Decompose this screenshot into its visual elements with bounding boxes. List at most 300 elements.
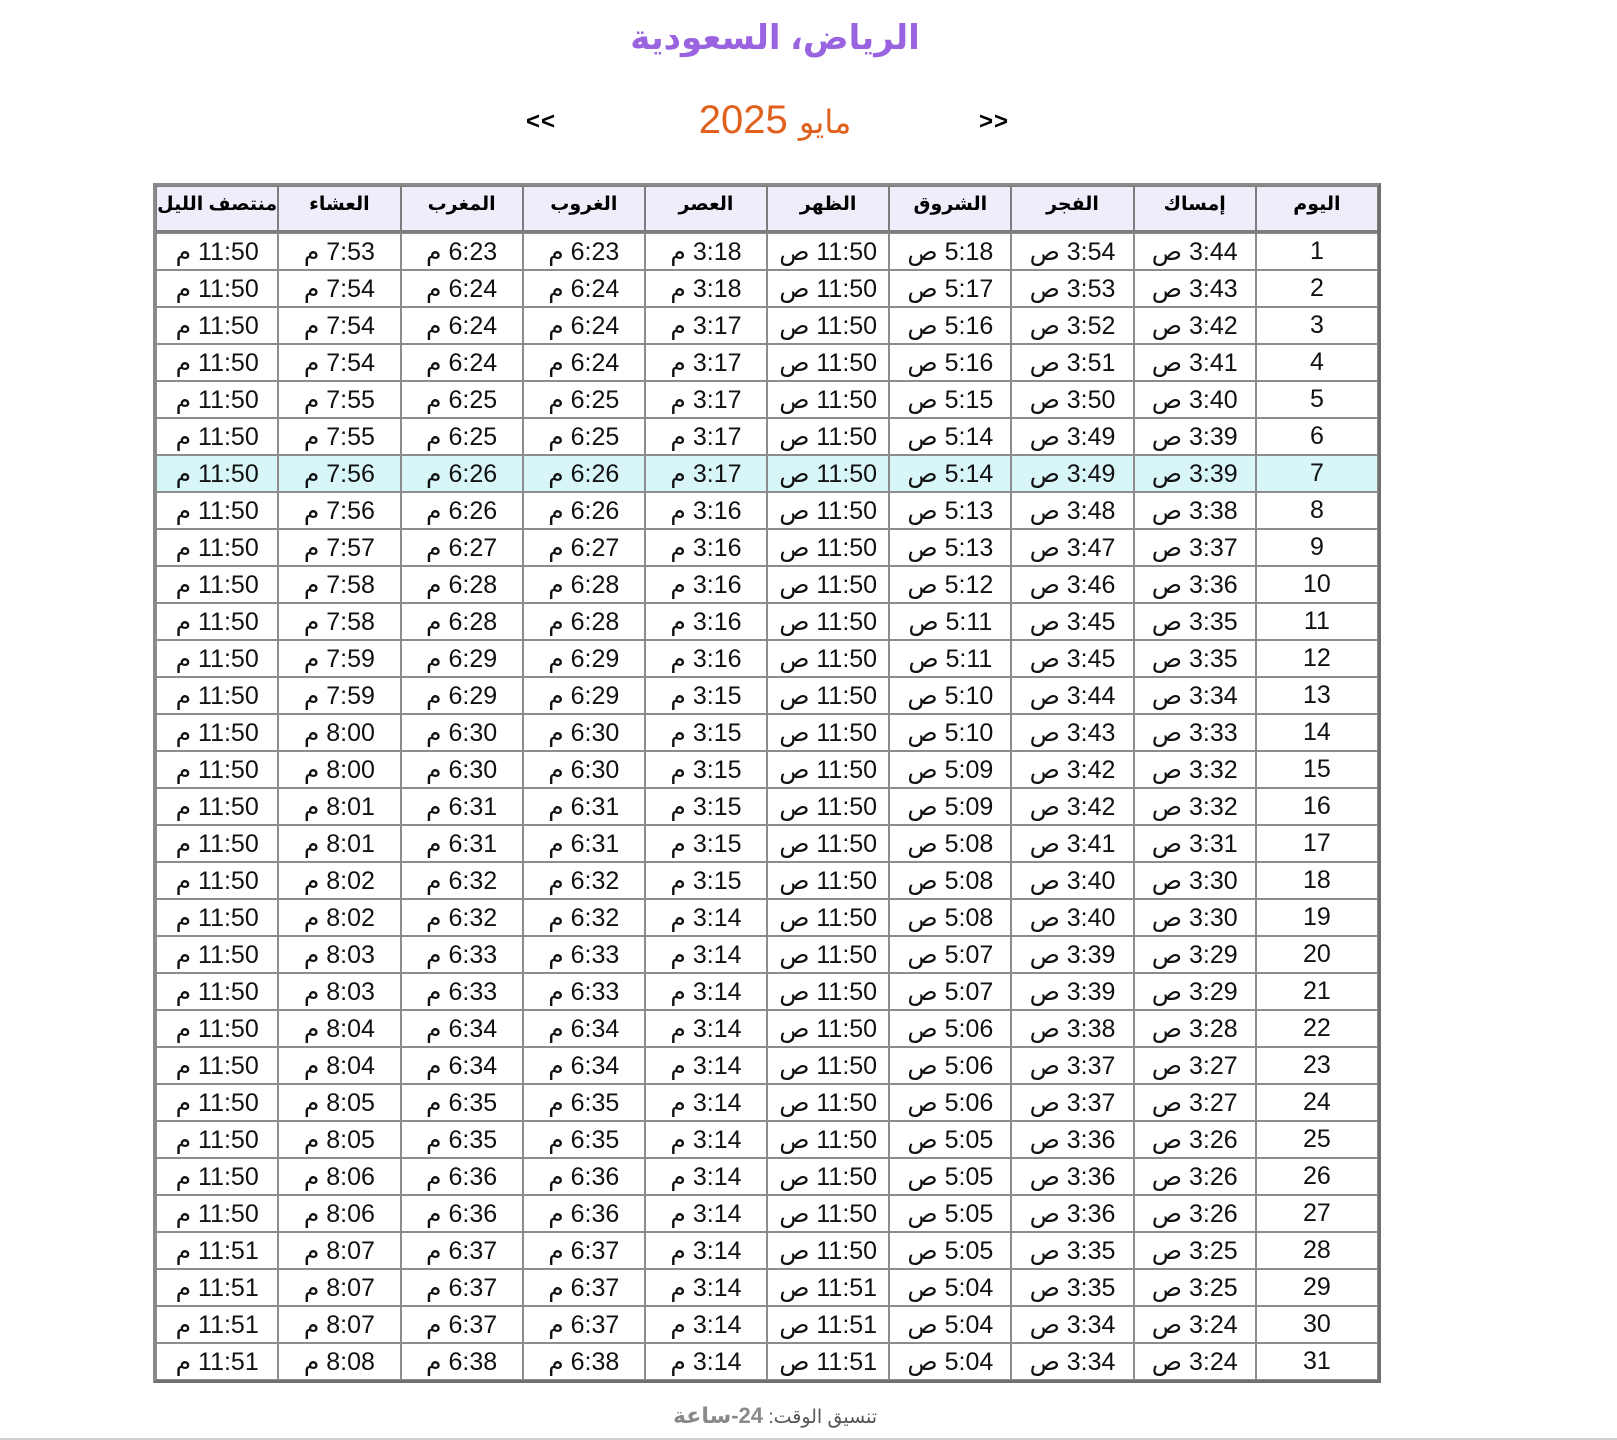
time-cell: 6:29 م (523, 677, 645, 714)
time-cell: 3:36 ص (1011, 1158, 1133, 1195)
time-cell: 3:34 ص (1011, 1306, 1133, 1343)
time-cell: 3:29 ص (1134, 936, 1256, 973)
time-cell: 5:16 ص (889, 344, 1011, 381)
day-cell: 2 (1256, 270, 1378, 307)
time-cell: 8:01 م (278, 825, 400, 862)
time-cell: 7:58 م (278, 566, 400, 603)
column-header: العشاء (278, 186, 400, 233)
table-row (156, 714, 1378, 751)
time-cell: 3:34 ص (1134, 677, 1256, 714)
time-cell: 8:07 م (278, 1232, 400, 1269)
time-cell: 3:47 ص (1011, 529, 1133, 566)
time-cell: 8:03 م (278, 973, 400, 1010)
time-cell: 11:50 م (156, 566, 278, 603)
previous-month-button[interactable]: << (526, 108, 557, 135)
time-cell: 5:05 ص (889, 1158, 1011, 1195)
table-row (156, 788, 1378, 825)
time-cell: 3:18 م (645, 233, 767, 270)
time-cell: 11:50 م (156, 307, 278, 344)
time-cell: 3:14 م (645, 973, 767, 1010)
time-cell: 6:36 م (523, 1158, 645, 1195)
time-cell: 3:14 م (645, 1343, 767, 1380)
time-cell: 3:27 ص (1134, 1084, 1256, 1121)
time-cell: 5:17 ص (889, 270, 1011, 307)
time-cell: 3:45 ص (1011, 640, 1133, 677)
time-cell: 11:51 م (156, 1269, 278, 1306)
time-cell: 11:50 ص (767, 566, 889, 603)
table-row (156, 1084, 1378, 1121)
table-row (156, 270, 1378, 307)
time-cell: 11:50 ص (767, 1232, 889, 1269)
time-cell: 8:05 م (278, 1084, 400, 1121)
time-cell: 6:33 م (523, 936, 645, 973)
time-cell: 11:50 ص (767, 825, 889, 862)
time-cell: 3:14 م (645, 1010, 767, 1047)
time-cell: 8:06 م (278, 1158, 400, 1195)
time-cell: 6:36 م (401, 1195, 523, 1232)
time-cell: 11:50 ص (767, 455, 889, 492)
time-cell: 6:29 م (523, 640, 645, 677)
time-cell: 3:46 ص (1011, 566, 1133, 603)
time-cell: 6:31 م (401, 825, 523, 862)
time-cell: 6:25 م (401, 381, 523, 418)
day-cell: 3 (1256, 307, 1378, 344)
time-cell: 11:50 م (156, 455, 278, 492)
time-format-label: تنسيق الوقت: (768, 1407, 878, 1428)
time-cell: 11:50 ص (767, 640, 889, 677)
time-cell: 3:29 ص (1134, 973, 1256, 1010)
day-cell: 14 (1256, 714, 1378, 751)
next-month-button[interactable]: >> (979, 108, 1010, 135)
time-cell: 3:27 ص (1134, 1047, 1256, 1084)
time-cell: 6:25 م (401, 418, 523, 455)
time-cell: 5:05 ص (889, 1121, 1011, 1158)
day-cell: 23 (1256, 1047, 1378, 1084)
time-cell: 6:31 م (523, 788, 645, 825)
table-row (156, 899, 1378, 936)
time-cell: 3:36 ص (1011, 1121, 1133, 1158)
column-header: اليوم (1256, 186, 1378, 233)
day-cell: 8 (1256, 492, 1378, 529)
time-cell: 6:24 م (523, 270, 645, 307)
time-cell: 11:50 م (156, 529, 278, 566)
time-cell: 5:04 ص (889, 1343, 1011, 1380)
time-cell: 11:50 ص (767, 233, 889, 270)
time-cell: 11:50 ص (767, 1195, 889, 1232)
time-cell: 11:51 م (156, 1232, 278, 1269)
time-cell: 8:00 م (278, 714, 400, 751)
time-format-note (0, 1403, 1550, 1429)
time-cell: 11:50 ص (767, 1084, 889, 1121)
time-cell: 7:53 م (278, 233, 400, 270)
table-row (156, 936, 1378, 973)
time-cell: 6:32 م (523, 899, 645, 936)
time-cell: 3:17 م (645, 418, 767, 455)
time-cell: 6:30 م (523, 751, 645, 788)
time-cell: 11:50 ص (767, 751, 889, 788)
table-row (156, 529, 1378, 566)
time-cell: 11:50 م (156, 344, 278, 381)
time-cell: 3:14 م (645, 1306, 767, 1343)
time-cell: 8:07 م (278, 1269, 400, 1306)
time-cell: 3:31 ص (1134, 825, 1256, 862)
day-cell: 31 (1256, 1343, 1378, 1380)
table-row (156, 862, 1378, 899)
time-cell: 5:04 ص (889, 1269, 1011, 1306)
time-cell: 8:04 م (278, 1010, 400, 1047)
table-row (156, 1232, 1378, 1269)
prayer-times-table-container (153, 183, 1381, 1383)
time-cell: 11:50 م (156, 492, 278, 529)
time-cell: 3:14 م (645, 1084, 767, 1121)
time-cell: 3:26 ص (1134, 1195, 1256, 1232)
day-cell: 12 (1256, 640, 1378, 677)
time-cell: 3:49 ص (1011, 455, 1133, 492)
time-cell: 3:17 م (645, 381, 767, 418)
time-cell: 5:16 ص (889, 307, 1011, 344)
table-row (156, 825, 1378, 862)
day-cell: 28 (1256, 1232, 1378, 1269)
time-cell: 3:35 ص (1011, 1269, 1133, 1306)
month-label (0, 98, 1550, 143)
time-cell: 3:16 م (645, 566, 767, 603)
time-cell: 3:49 ص (1011, 418, 1133, 455)
day-cell: 19 (1256, 899, 1378, 936)
time-cell: 11:50 م (156, 973, 278, 1010)
time-cell: 3:15 م (645, 751, 767, 788)
time-cell: 6:27 م (401, 529, 523, 566)
table-row (156, 344, 1378, 381)
time-cell: 11:50 م (156, 418, 278, 455)
time-cell: 3:34 ص (1011, 1343, 1133, 1380)
time-cell: 6:37 م (523, 1269, 645, 1306)
time-cell: 6:24 م (401, 307, 523, 344)
day-cell: 17 (1256, 825, 1378, 862)
time-cell: 5:06 ص (889, 1084, 1011, 1121)
time-cell: 11:50 م (156, 1047, 278, 1084)
time-cell: 6:31 م (523, 825, 645, 862)
time-cell: 6:35 م (401, 1084, 523, 1121)
time-cell: 3:17 م (645, 307, 767, 344)
time-cell: 11:50 ص (767, 603, 889, 640)
time-cell: 3:35 ص (1134, 640, 1256, 677)
time-cell: 3:14 م (645, 1232, 767, 1269)
column-header: المغرب (401, 186, 523, 233)
table-row (156, 1306, 1378, 1343)
time-cell: 11:50 م (156, 788, 278, 825)
table-header-row (156, 186, 1378, 233)
time-cell: 7:55 م (278, 418, 400, 455)
day-cell: 29 (1256, 1269, 1378, 1306)
time-cell: 6:23 م (401, 233, 523, 270)
time-cell: 5:08 ص (889, 825, 1011, 862)
time-cell: 8:02 م (278, 862, 400, 899)
time-cell: 6:30 م (401, 714, 523, 751)
time-cell: 3:37 ص (1011, 1084, 1133, 1121)
time-cell: 3:42 ص (1134, 307, 1256, 344)
time-cell: 11:50 ص (767, 899, 889, 936)
time-cell: 11:51 ص (767, 1306, 889, 1343)
time-cell: 5:06 ص (889, 1010, 1011, 1047)
time-format-value[interactable]: 24-ساعة (672, 1403, 764, 1428)
time-cell: 7:59 م (278, 677, 400, 714)
time-cell: 6:25 م (523, 381, 645, 418)
time-cell: 3:54 ص (1011, 233, 1133, 270)
table-row (156, 1343, 1378, 1380)
day-cell: 15 (1256, 751, 1378, 788)
time-cell: 5:10 ص (889, 677, 1011, 714)
time-cell: 11:50 م (156, 751, 278, 788)
time-cell: 3:14 م (645, 1121, 767, 1158)
time-cell: 6:37 م (401, 1232, 523, 1269)
table-row (156, 1010, 1378, 1047)
time-cell: 5:08 ص (889, 862, 1011, 899)
time-cell: 6:38 م (523, 1343, 645, 1380)
time-cell: 3:26 ص (1134, 1121, 1256, 1158)
time-cell: 3:42 ص (1011, 751, 1133, 788)
time-cell: 6:32 م (401, 862, 523, 899)
time-cell: 11:50 م (156, 233, 278, 270)
time-cell: 5:06 ص (889, 1047, 1011, 1084)
time-cell: 3:39 ص (1134, 455, 1256, 492)
time-cell: 11:50 ص (767, 973, 889, 1010)
time-cell: 3:26 ص (1134, 1158, 1256, 1195)
time-cell: 6:34 م (523, 1010, 645, 1047)
time-cell: 7:56 م (278, 455, 400, 492)
table-row (156, 1121, 1378, 1158)
time-cell: 7:56 م (278, 492, 400, 529)
month-name: مايو (798, 104, 852, 140)
time-cell: 6:32 م (401, 899, 523, 936)
time-cell: 3:15 م (645, 788, 767, 825)
time-cell: 5:11 ص (889, 640, 1011, 677)
time-cell: 6:36 م (523, 1195, 645, 1232)
time-cell: 11:50 ص (767, 1010, 889, 1047)
time-cell: 3:16 م (645, 492, 767, 529)
time-cell: 5:14 ص (889, 455, 1011, 492)
time-cell: 11:50 ص (767, 1158, 889, 1195)
time-cell: 6:30 م (523, 714, 645, 751)
table-body (156, 233, 1378, 1380)
time-cell: 11:50 م (156, 1010, 278, 1047)
time-cell: 3:38 ص (1011, 1010, 1133, 1047)
column-header: منتصف الليل (156, 186, 278, 233)
time-cell: 8:01 م (278, 788, 400, 825)
time-cell: 11:50 ص (767, 418, 889, 455)
time-cell: 11:50 م (156, 1195, 278, 1232)
time-cell: 6:34 م (401, 1010, 523, 1047)
time-cell: 11:50 ص (767, 344, 889, 381)
time-cell: 3:43 ص (1134, 270, 1256, 307)
time-cell: 6:30 م (401, 751, 523, 788)
time-cell: 11:50 م (156, 640, 278, 677)
table-row (156, 233, 1378, 270)
table-row (156, 455, 1378, 492)
table-row (156, 640, 1378, 677)
time-cell: 3:39 ص (1134, 418, 1256, 455)
time-cell: 6:28 م (523, 566, 645, 603)
time-cell: 6:36 م (401, 1158, 523, 1195)
time-cell: 11:50 م (156, 677, 278, 714)
time-cell: 8:07 م (278, 1306, 400, 1343)
time-cell: 3:35 ص (1011, 1232, 1133, 1269)
time-cell: 11:50 م (156, 1158, 278, 1195)
time-cell: 3:25 ص (1134, 1269, 1256, 1306)
column-header: الشروق (889, 186, 1011, 233)
day-cell: 11 (1256, 603, 1378, 640)
table-row (156, 1158, 1378, 1195)
time-cell: 6:33 م (401, 936, 523, 973)
time-cell: 3:36 ص (1134, 566, 1256, 603)
time-cell: 11:50 م (156, 714, 278, 751)
time-cell: 8:04 م (278, 1047, 400, 1084)
time-cell: 5:12 ص (889, 566, 1011, 603)
time-cell: 3:37 ص (1134, 529, 1256, 566)
time-cell: 3:14 م (645, 1047, 767, 1084)
time-cell: 6:31 م (401, 788, 523, 825)
time-cell: 11:50 م (156, 603, 278, 640)
time-cell: 5:05 ص (889, 1195, 1011, 1232)
time-cell: 5:07 ص (889, 973, 1011, 1010)
time-cell: 11:50 م (156, 825, 278, 862)
year: 2025 (698, 98, 788, 142)
time-cell: 7:55 م (278, 381, 400, 418)
time-cell: 6:26 م (401, 492, 523, 529)
time-cell: 3:41 ص (1011, 825, 1133, 862)
time-cell: 3:30 ص (1134, 899, 1256, 936)
time-cell: 11:50 ص (767, 862, 889, 899)
time-cell: 3:40 ص (1134, 381, 1256, 418)
time-cell: 6:24 م (401, 344, 523, 381)
time-cell: 5:14 ص (889, 418, 1011, 455)
table-row (156, 1195, 1378, 1232)
time-cell: 3:14 م (645, 1195, 767, 1232)
time-cell: 5:10 ص (889, 714, 1011, 751)
time-cell: 7:54 م (278, 344, 400, 381)
day-cell: 1 (1256, 233, 1378, 270)
time-cell: 6:35 م (523, 1084, 645, 1121)
table-row (156, 1269, 1378, 1306)
time-cell: 6:29 م (401, 677, 523, 714)
time-cell: 6:26 م (401, 455, 523, 492)
time-cell: 6:28 م (523, 603, 645, 640)
time-cell: 8:02 م (278, 899, 400, 936)
time-cell: 3:16 م (645, 529, 767, 566)
day-cell: 22 (1256, 1010, 1378, 1047)
time-cell: 11:50 ص (767, 492, 889, 529)
time-cell: 3:16 م (645, 640, 767, 677)
day-cell: 21 (1256, 973, 1378, 1010)
time-cell: 3:24 ص (1134, 1306, 1256, 1343)
table-row (156, 307, 1378, 344)
time-cell: 8:08 م (278, 1343, 400, 1380)
time-cell: 6:37 م (401, 1306, 523, 1343)
time-cell: 11:50 ص (767, 529, 889, 566)
time-cell: 3:33 ص (1134, 714, 1256, 751)
time-cell: 6:37 م (401, 1269, 523, 1306)
time-cell: 5:15 ص (889, 381, 1011, 418)
time-cell: 8:06 م (278, 1195, 400, 1232)
time-cell: 11:50 ص (767, 307, 889, 344)
time-cell: 5:11 ص (889, 603, 1011, 640)
time-cell: 3:14 م (645, 936, 767, 973)
time-cell: 7:54 م (278, 270, 400, 307)
time-cell: 11:50 ص (767, 270, 889, 307)
time-cell: 6:26 م (523, 492, 645, 529)
time-cell: 7:57 م (278, 529, 400, 566)
table-row (156, 973, 1378, 1010)
time-cell: 6:28 م (401, 566, 523, 603)
time-cell: 3:41 ص (1134, 344, 1256, 381)
time-cell: 11:50 م (156, 381, 278, 418)
month-navigation (0, 98, 1550, 148)
time-cell: 3:42 ص (1011, 788, 1133, 825)
day-cell: 5 (1256, 381, 1378, 418)
time-cell: 6:28 م (401, 603, 523, 640)
time-cell: 6:27 م (523, 529, 645, 566)
time-cell: 6:23 م (523, 233, 645, 270)
day-cell: 25 (1256, 1121, 1378, 1158)
column-header: إمساك (1134, 186, 1256, 233)
column-header: الظهر (767, 186, 889, 233)
time-cell: 6:35 م (523, 1121, 645, 1158)
time-cell: 3:39 ص (1011, 936, 1133, 973)
time-cell: 3:14 م (645, 1269, 767, 1306)
time-cell: 3:50 ص (1011, 381, 1133, 418)
time-cell: 6:37 م (523, 1306, 645, 1343)
time-cell: 5:07 ص (889, 936, 1011, 973)
time-cell: 11:50 ص (767, 1121, 889, 1158)
time-cell: 3:15 م (645, 825, 767, 862)
time-cell: 5:05 ص (889, 1232, 1011, 1269)
time-cell: 11:50 ص (767, 714, 889, 751)
time-cell: 5:09 ص (889, 751, 1011, 788)
day-cell: 10 (1256, 566, 1378, 603)
time-cell: 3:14 م (645, 1158, 767, 1195)
time-cell: 3:53 ص (1011, 270, 1133, 307)
column-header: الغروب (523, 186, 645, 233)
time-cell: 3:28 ص (1134, 1010, 1256, 1047)
time-cell: 11:51 ص (767, 1343, 889, 1380)
time-cell: 3:36 ص (1011, 1195, 1133, 1232)
time-cell: 6:24 م (523, 307, 645, 344)
time-cell: 3:52 ص (1011, 307, 1133, 344)
time-cell: 5:04 ص (889, 1306, 1011, 1343)
time-cell: 5:13 ص (889, 492, 1011, 529)
table-row (156, 566, 1378, 603)
time-cell: 11:50 ص (767, 936, 889, 973)
day-cell: 16 (1256, 788, 1378, 825)
time-cell: 7:54 م (278, 307, 400, 344)
time-cell: 11:50 م (156, 1084, 278, 1121)
time-cell: 5:18 ص (889, 233, 1011, 270)
time-cell: 11:51 ص (767, 1269, 889, 1306)
time-cell: 6:37 م (523, 1232, 645, 1269)
day-cell: 4 (1256, 344, 1378, 381)
time-cell: 3:15 م (645, 714, 767, 751)
time-cell: 3:35 ص (1134, 603, 1256, 640)
time-cell: 6:34 م (523, 1047, 645, 1084)
day-cell: 27 (1256, 1195, 1378, 1232)
time-cell: 6:26 م (523, 455, 645, 492)
time-cell: 3:16 م (645, 603, 767, 640)
time-cell: 5:09 ص (889, 788, 1011, 825)
time-cell: 11:50 ص (767, 788, 889, 825)
time-cell: 3:32 ص (1134, 788, 1256, 825)
time-cell: 3:43 ص (1011, 714, 1133, 751)
table-row (156, 381, 1378, 418)
time-cell: 3:15 م (645, 677, 767, 714)
